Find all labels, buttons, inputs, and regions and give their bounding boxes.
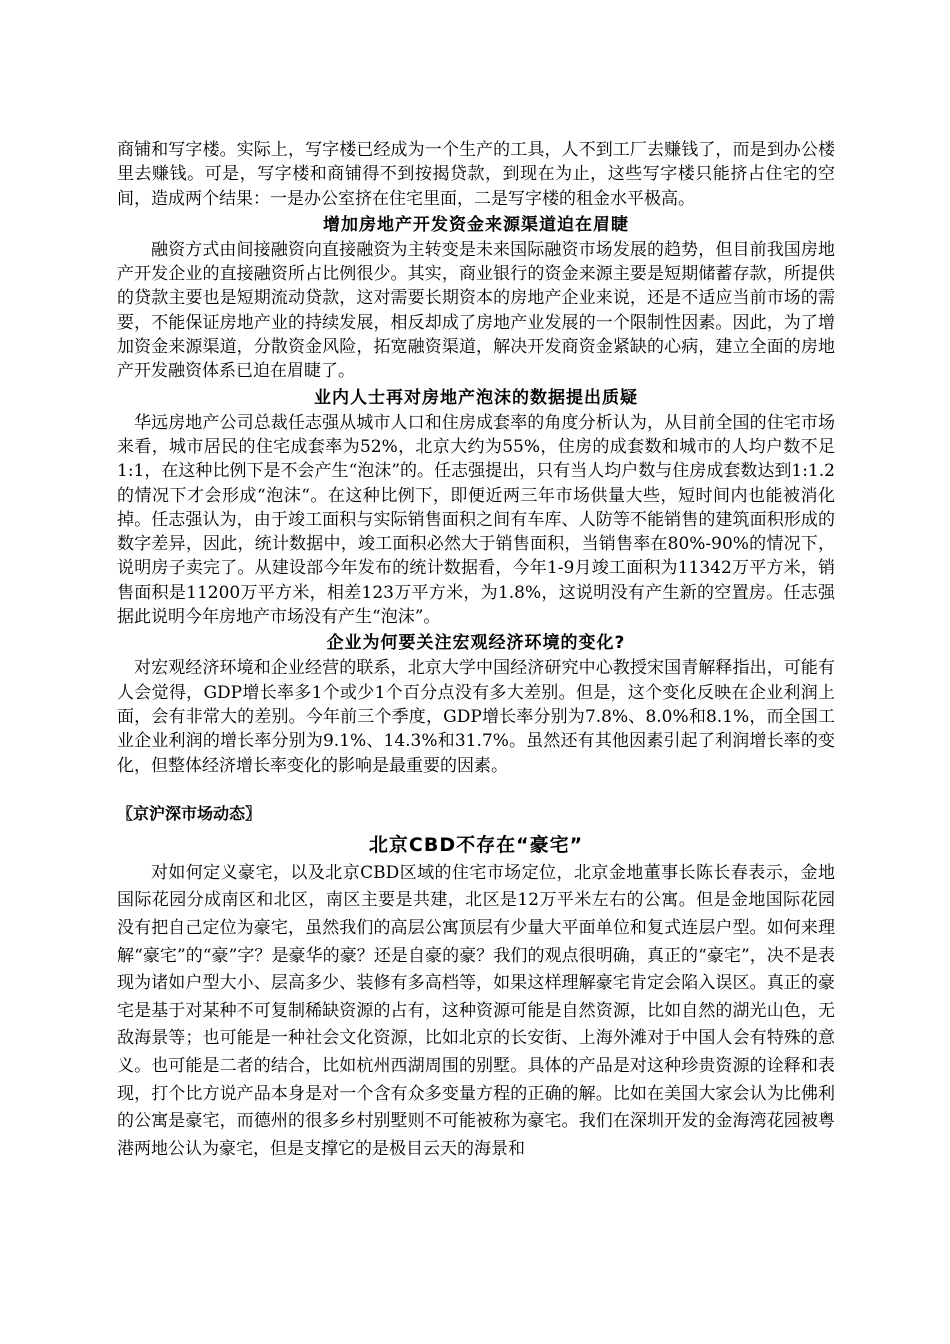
section-heading-bubble: 业内人士再对房地产泡沫的数据提出质疑 (314, 387, 638, 408)
section-body-macro: 对宏观经济环境和企业经营的联系，北京大学中国经济研究中心教授宋国青解释指出，可能有人会觉得，GDP增长率多1个或少1个百分点没有多大差别。但是，这个变化反映在企业利润上面，会有非常大的差别。今年前三个季度，GDP增长率分别为7.8%、8.0%和8.1%，而全国工业企业利润的增长率分别为9.1%、14.3%和31.7%。虽然还有其他因素引起了利润增长率的变化，但整体经济增长率变化的影响是最重要的因素。 (117, 658, 835, 776)
document-page (117, 138, 835, 1163)
cbd-body: 对如何定义豪宅，以及北京CBD区域的住宅市场定位，北京金地董事长陈长春表示，金地国际花园分成南区和北区，南区主要是共建，北区是12万平米左右的公寓。但是金地国际花园没有把自己定位为豪宅，虽然我们的高层公寓顶层有少量大平面单位和复式连层户型。如何来理解“豪宅”的“豪”字？是豪华的豪？还是自豪的豪？我们的观点很明确，真正的“豪宅”，决不是表现为诸如户型大小、层高多少、装修有多高档等，如果这样理解豪宅肯定会陷入误区。真正的豪宅是基于对某种不可复制稀缺资源的占有，这种资源可能是自然资源，比如自然的湖光山色，无敌海景等；也可能是一种社会文化资源，比如北京的长安街、上海外滩对于中国人会有特殊的意义。也可能是二者的结合，比如杭州西湖周围的别墅。具体的产品是对这种珍贵资源的诠释和表现，打个比方说产品本身是对一个含有众多变量方程的正确的解。比如在美国大家会认为比佛利的公寓是豪宅，而德州的很多乡村别墅则不可能被称为豪宅。我们在深圳开发的金海湾花园被粤港两地公认为豪宅，但是支撑它的是极目云天的海景和 (117, 862, 835, 1159)
section-body-financing: 融资方式由间接融资向直接融资为主转变是未来国际融资市场发展的趋势，但目前我国房地产开发企业的直接融资所占比例很少。其实，商业银行的资金来源主要是短期储蓄存款，所提供的贷款主要也是短期流动贷款，这对需要长期资本的房地产企业来说，还是不适应当前市场的需要，不能保证房地产业的持续发展，相反却成了房地产业发展的一个限制性因素。因此，为了增加资金来源渠道，分散资金风险，拓宽融资渠道，解决开发商资金紧缺的心病，建立全面的房地产开发融资体系已迫在眉睫了。 (117, 239, 835, 382)
cbd-heading: 北京CBD不存在“豪宅” (368, 833, 584, 856)
intro-paragraph: 商铺和写字楼。实际上，写字楼已经成为一个生产的工具，人不到工厂去赚钱了，而是到办公楼里去赚钱。可是，写字楼和商铺得不到按揭贷款，到现在为止，这些写字楼只能挤占住宅的空间，造成两个结果：一是办公室挤在住宅里面，二是写字楼的租金水平极高。 (117, 140, 835, 209)
market-dynamics-tag: 〖京沪深市场动态〗 (117, 803, 262, 823)
section-heading-macro: 企业为何要关注宏观经济环境的变化? (326, 633, 626, 654)
cbd-section (117, 860, 835, 1164)
section-heading-financing: 增加房地产开发资金来源渠道迫在眉睫 (323, 214, 629, 235)
section-body-bubble: 华远房地产公司总裁任志强从城市人口和住房成套率的角度分析认为，从目前全国的住宅市场来看，城市居民的住宅成套率为52%，北京大约为55%，住房的成套数和城市的人均户数不足1:1，在这种比例下是不会产生“泡沫”的。任志强提出，只有当人均户数与住房成套数达到1:1.2的情况下才会形成“泡沫“。在这种比例下，即便近两三年市场供量大些，短时间内也能被消化掉。任志强认为，由于竣工面积与实际销售面积之间有车库、人防等不能销售的建筑面积形成的数字差异，因此，统计数据中，竣工面积必然大于销售面积，当销售率在80%-90%的情况下，说明房子卖完了。从建设部今年发布的统计数据看，今年1-9月竣工面积为11342万平方米，销售面积是11200万平方米，相差123万平方米，为1.8%，这说明没有产生新的空置房。任志强据此说明今年房地产市场没有产生“泡沫”。 (117, 412, 835, 628)
spacer (117, 778, 835, 802)
